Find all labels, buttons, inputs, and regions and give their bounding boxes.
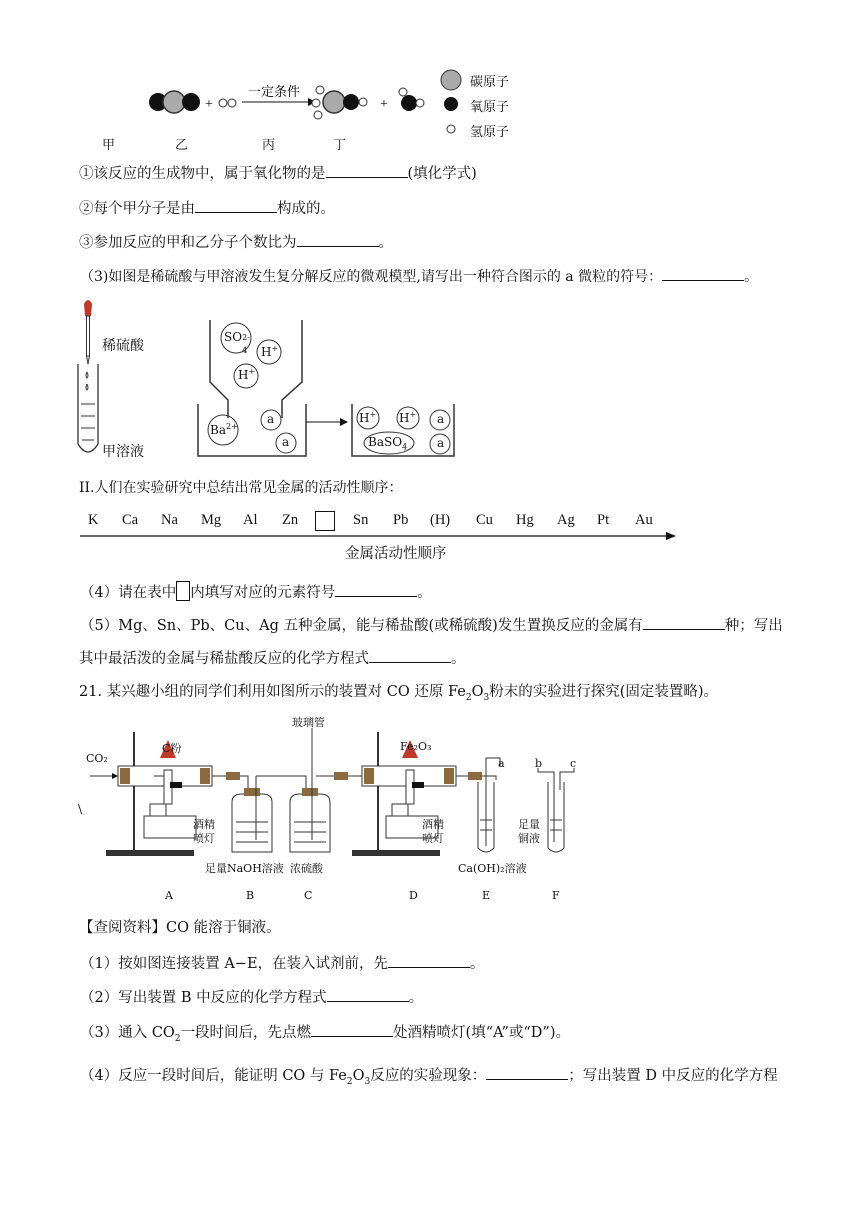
legend-oxygen-label: 氧原子 — [470, 100, 510, 115]
activity-caption: 金属活动性顺序 — [345, 546, 447, 562]
ion-hydrogen: H+ — [238, 367, 256, 382]
ion-hydrogen: H+ — [399, 410, 417, 425]
q21-stem: 21. 某兴趣小组的同学们利用如图所示的装置对 CO 还原 $Fe_2O_3$粉末的实验进行探究(固定装置略)。 — [79, 684, 719, 703]
section2-title: II.人们在实验研究中总结出常见金属的活动性顺序： — [79, 480, 403, 496]
answer-blank[interactable] — [662, 266, 744, 281]
legend-hydrogen-label: 氢原子 — [470, 125, 510, 140]
reaction-model-figure — [70, 292, 470, 464]
stray-mark: \ — [78, 802, 83, 816]
metal-symbol: Pb — [393, 512, 409, 528]
letter-c: C — [304, 889, 313, 902]
label-bing: 丙 — [262, 138, 276, 153]
metal-symbol: Ag — [557, 512, 575, 528]
answer-blank[interactable] — [326, 163, 408, 178]
barium-sulfate: BaSO$_4$ — [368, 435, 408, 452]
svg-text:+: + — [205, 97, 213, 112]
molecule-yi — [219, 99, 236, 107]
legend-carbon-label: 碳原子 — [470, 75, 510, 90]
letter-f: F — [552, 889, 560, 902]
legend-hydrogen — [447, 125, 455, 133]
q21-4: （4）反应一段时间后，能证明 CO 与 $Fe_2O_3$反应的实验现象： ；写出装置 D 中反应的化学方程 — [80, 1065, 778, 1092]
c-powder-label: C粉 — [162, 742, 182, 755]
molecule-bing — [312, 86, 367, 119]
metal-symbol: Na — [161, 512, 178, 528]
particle-a: a — [437, 412, 445, 426]
q21-2: （2）写出装置 B 中反应的化学方程式 。 — [80, 987, 423, 1008]
port-c: c — [570, 757, 577, 770]
answer-blank[interactable] — [327, 987, 409, 1002]
ion-barium: $Ba^{2+}$ — [210, 422, 238, 437]
missing-element-box[interactable] — [315, 511, 335, 531]
metal-symbol: Cu — [476, 512, 493, 528]
letter-b: B — [246, 889, 255, 902]
ion-sulfate: SO 2- 4 — [224, 330, 250, 355]
port-a: a — [498, 757, 505, 770]
q4-text: （4）请在表中 内填写对应的元素符号 。 — [80, 581, 432, 603]
legend-carbon — [441, 70, 461, 90]
dropper-icon — [84, 300, 92, 364]
letter-e: E — [482, 889, 491, 902]
svg-text:+: + — [380, 97, 388, 112]
caoh2-label: Ca(OH)₂溶液 — [458, 862, 527, 875]
info-text: 【查阅资料】CO 能溶于铜液。 — [79, 920, 281, 936]
co2-label: CO₂ — [86, 752, 108, 765]
metal-symbol: Mg — [201, 512, 222, 528]
metal-symbol: Pt — [597, 512, 610, 528]
metal-symbol: Al — [243, 512, 258, 528]
metal-symbol: Sn — [353, 512, 369, 528]
q2-item-2: ②每个甲分子是由 构成的。 — [79, 198, 335, 219]
particle-a: a — [437, 436, 445, 450]
q21-3: （3）通入 $CO_2$一段时间后，先点燃 处酒精喷灯(填“A”或“D”)。 — [80, 1022, 570, 1049]
metal-symbol: Zn — [282, 512, 299, 528]
label-ding: 丁 — [333, 138, 347, 153]
molecule-ding — [399, 88, 424, 111]
reaction-arrow — [306, 418, 348, 426]
lamp-label-d: 酒精 喷灯 — [422, 818, 444, 845]
metal-symbol: Hg — [516, 512, 534, 528]
molecule-jia — [149, 91, 200, 113]
answer-blank[interactable] — [335, 582, 417, 597]
q3-text: （3)如图是稀硫酸与甲溶液发生复分解反应的微观模型,请写出一种符合图示的 a 微粒的符号： 。 — [80, 266, 758, 287]
answer-blank[interactable] — [643, 615, 725, 630]
apparatus-figure — [76, 710, 596, 910]
answer-blank[interactable] — [195, 198, 277, 213]
q5-line1: （5）Mg、Sn、Pb、Cu、Ag 五种金属，能与稀盐酸(或稀硫酸)发生置换反应的金属有 种；写出 — [80, 615, 783, 636]
q2-item-3: ③参加反应的甲和乙分子个数比为 。 — [79, 232, 393, 253]
ion-hydrogen: H+ — [359, 410, 377, 425]
metal-symbol: K — [88, 512, 99, 528]
metal-symbol: Au — [635, 512, 653, 528]
legend-oxygen — [444, 97, 458, 111]
glass-tube-label: 玻璃管 — [292, 716, 325, 729]
answer-blank[interactable] — [297, 232, 379, 247]
q5-line2: 其中最活泼的金属与稀盐酸反应的化学方程式 。 — [79, 648, 466, 669]
answer-blank[interactable] — [311, 1022, 393, 1037]
activity-arrow — [80, 531, 680, 541]
q21-1: （1）按如图连接装置 A−E，在装入试剂前，先 。 — [80, 953, 485, 974]
letter-a: A — [165, 889, 173, 902]
particle-a: a — [267, 412, 275, 426]
letter-d: D — [409, 889, 418, 902]
port-b: b — [535, 757, 543, 770]
answer-blank[interactable] — [388, 953, 470, 968]
device-f — [538, 768, 574, 852]
label-jia: 甲 — [102, 138, 116, 153]
ion-hydrogen: H+ — [261, 344, 279, 359]
particle-a: a — [282, 435, 290, 449]
answer-blank[interactable] — [486, 1065, 568, 1080]
copper-liquid-label: 足量 铜液 — [518, 818, 540, 845]
solution-label: 甲溶液 — [102, 444, 144, 460]
condition-arrow — [242, 98, 316, 106]
metal-symbol: (H) — [430, 512, 451, 528]
condition-text: 一定条件 — [248, 84, 301, 99]
device-b — [232, 776, 272, 852]
fe2o3-label: Fe₂O₃ — [400, 740, 432, 753]
naoh-label: 足量NaOH溶液 — [205, 862, 284, 875]
h2so4-label: 浓硫酸 — [290, 862, 323, 875]
acid-label: 稀硫酸 — [102, 338, 144, 354]
device-c — [290, 728, 330, 852]
label-yi: 乙 — [175, 138, 189, 153]
lamp-label-a: 酒精 喷灯 — [193, 818, 215, 845]
answer-blank[interactable] — [369, 648, 451, 663]
test-tube-icon — [78, 364, 98, 452]
q2-item-1: ①该反应的生成物中，属于氧化物的是 (填化学式) — [79, 163, 477, 184]
metal-symbol: Ca — [122, 512, 139, 528]
